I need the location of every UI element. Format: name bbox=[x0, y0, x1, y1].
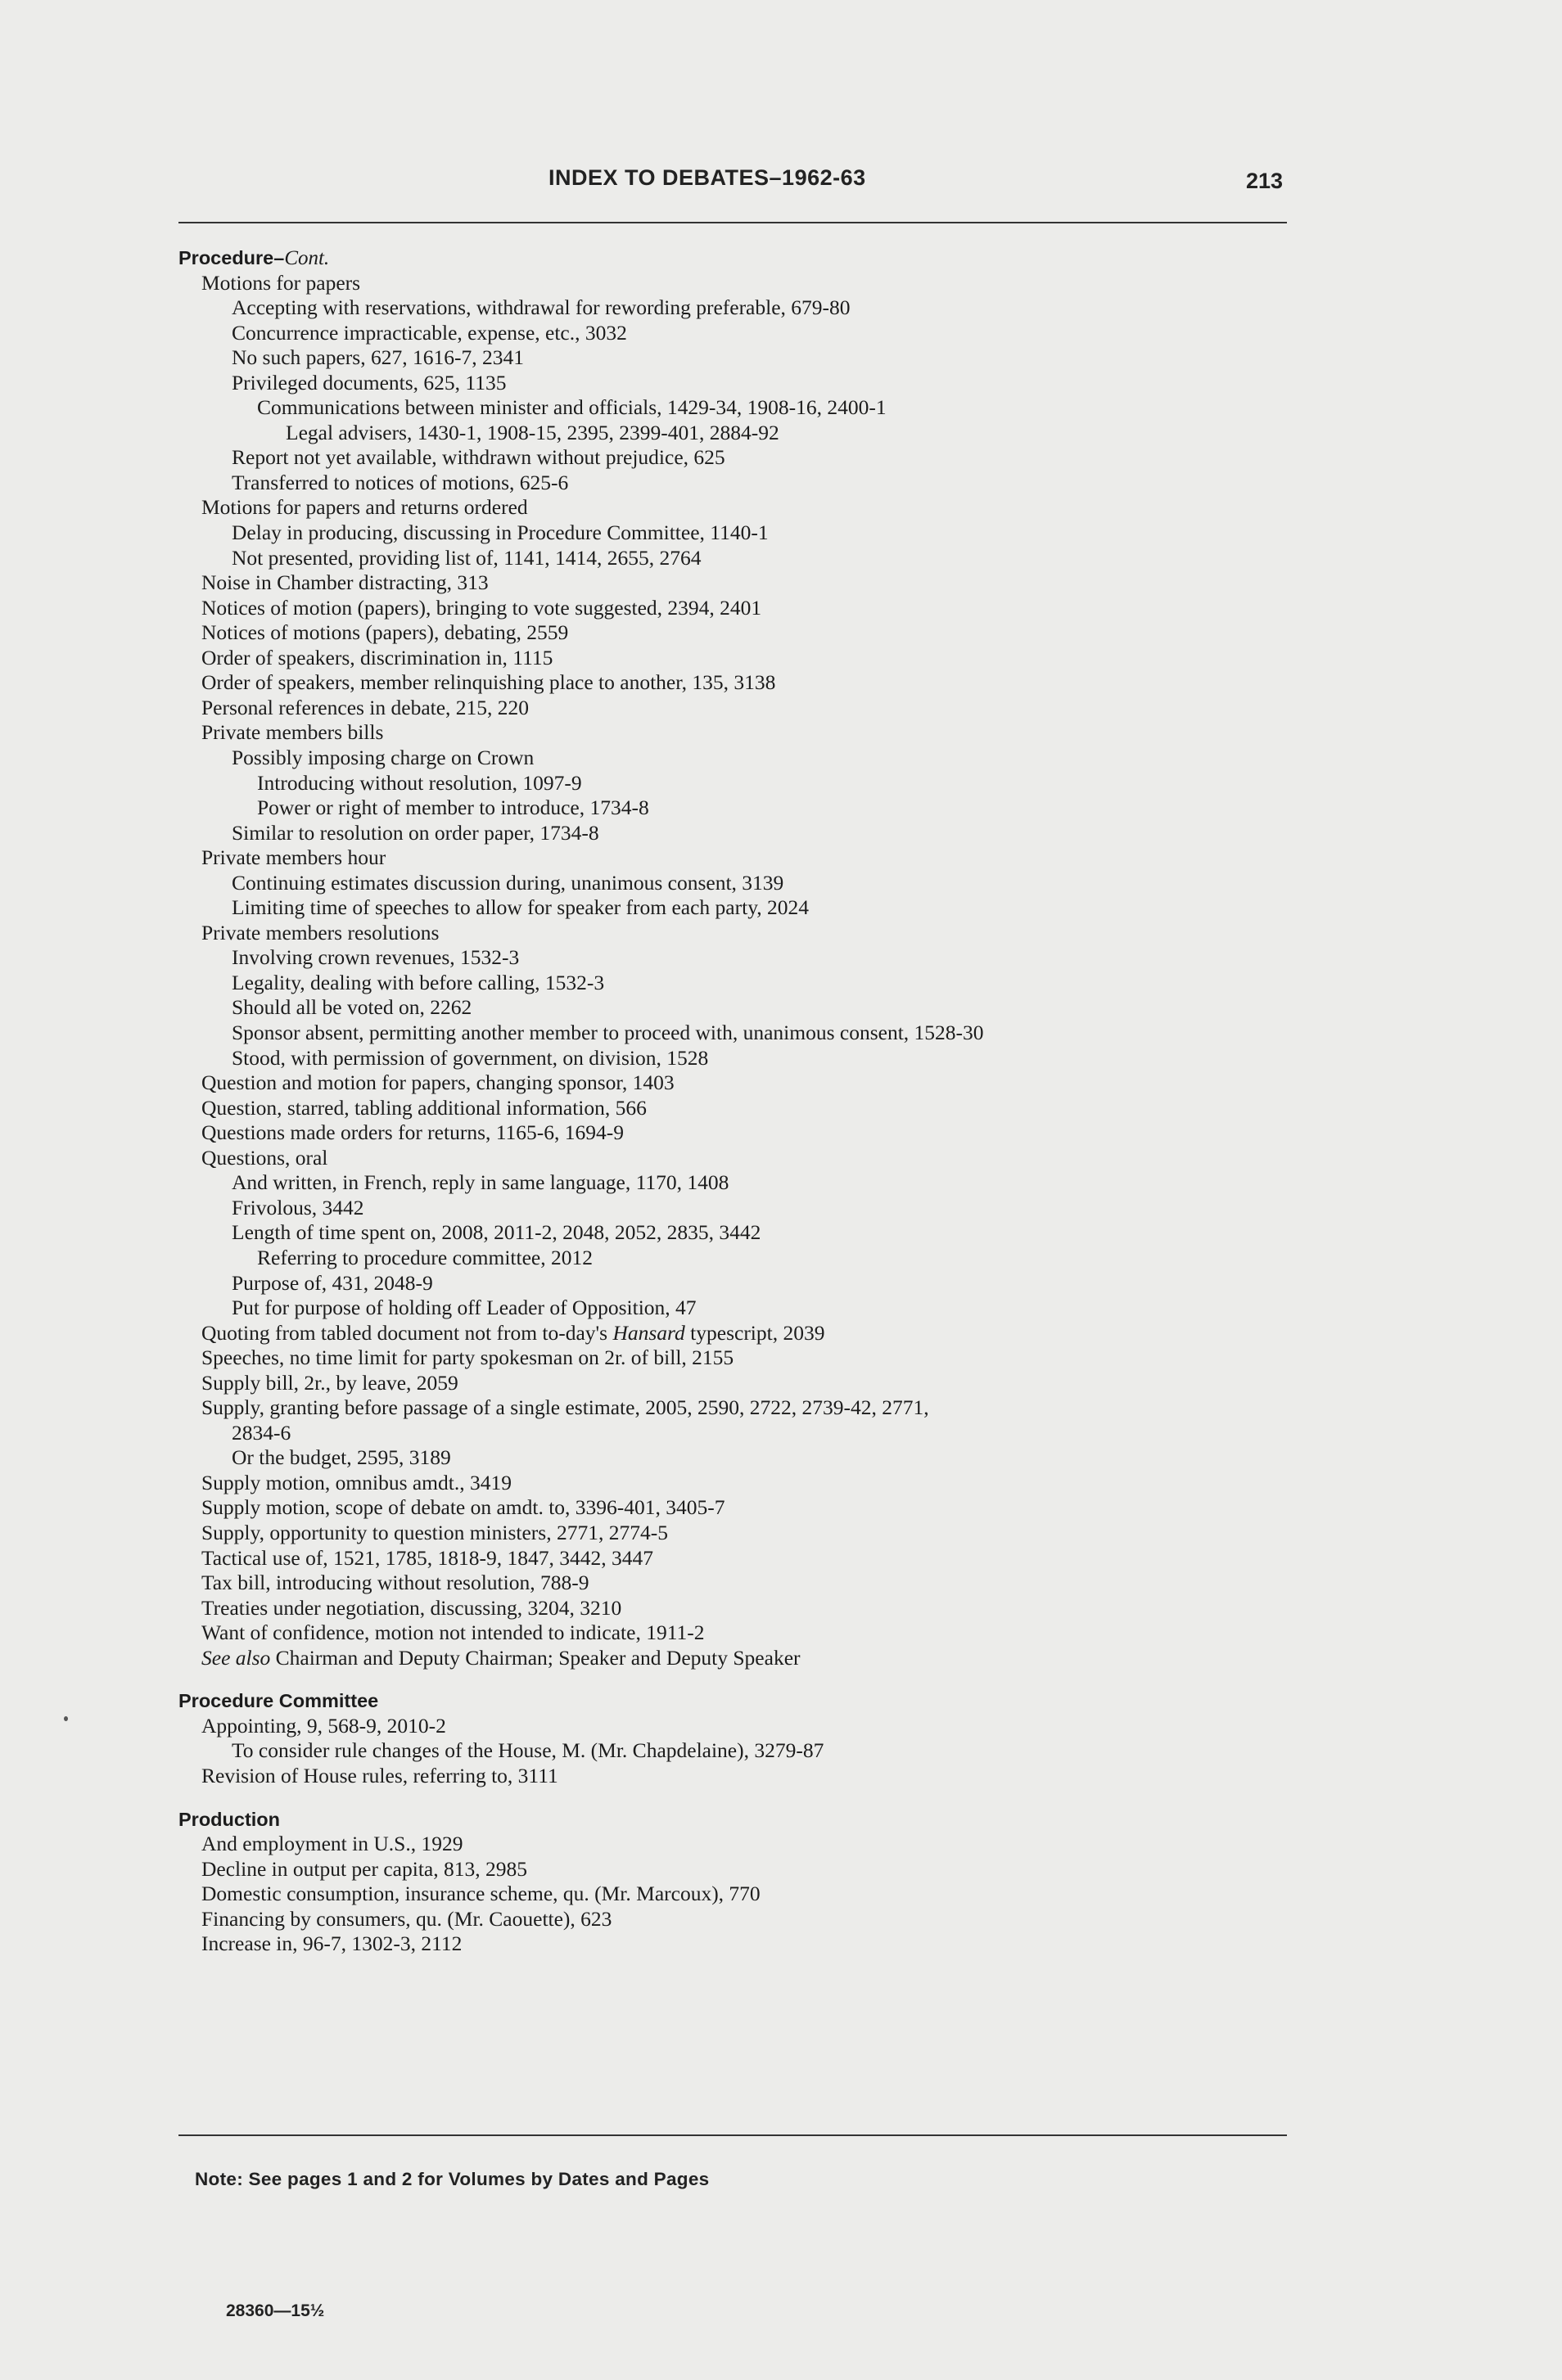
index-entry bbox=[201, 1931, 462, 1956]
entry-text: Privileged documents, 625, 1135 bbox=[232, 371, 507, 394]
index-entry bbox=[232, 1046, 708, 1071]
entry-text: Noise in Chamber distracting, 313 bbox=[201, 570, 489, 594]
entry-text: Notices of motions (papers), debating, 2559 bbox=[201, 620, 569, 644]
index-entry bbox=[232, 1271, 433, 1296]
index-entry bbox=[232, 871, 783, 895]
entry-text: Not presented, providing list of, 1141, 1414, 2655, 2764 bbox=[232, 546, 702, 570]
entry-text: Supply bill, 2r., by leave, 2059 bbox=[201, 1371, 458, 1395]
index-entry bbox=[232, 1220, 761, 1245]
entry-text: Increase in, 96-7, 1302-3, 2112 bbox=[201, 1931, 463, 1955]
entry-text: Frivolous, 3442 bbox=[232, 1196, 364, 1219]
entry-text: Power or right of member to introduce, 1734-8 bbox=[257, 796, 649, 819]
index-entry bbox=[232, 371, 506, 395]
index-entry bbox=[232, 1296, 697, 1320]
entry-text: Involving crown revenues, 1532-3 bbox=[232, 945, 520, 969]
entry-text: Procedure Committee bbox=[178, 1690, 379, 1711]
page-number: 213 bbox=[1246, 169, 1284, 193]
index-entry bbox=[201, 1146, 327, 1170]
entry-text: Communications between minister and officials, 1429-34, 1908-16, 2400-1 bbox=[257, 395, 887, 419]
entry-text: Length of time spent on, 2008, 2011-2, 2048, 2052, 2835, 3442 bbox=[232, 1220, 761, 1244]
index-entry bbox=[201, 1096, 647, 1120]
entry-text: Chairman and Deputy Chairman; Speaker and Deputy Speaker bbox=[270, 1646, 801, 1670]
index-entry bbox=[201, 1120, 624, 1145]
entry-text: Introducing without resolution, 1097-9 bbox=[257, 771, 582, 795]
entry-text: Supply, opportunity to question ministers, 2771, 2774-5 bbox=[201, 1521, 668, 1544]
index-entry bbox=[201, 1495, 725, 1520]
entry-text: Treaties under negotiation, discussing, 3204, 3210 bbox=[201, 1596, 622, 1620]
index-entry bbox=[232, 895, 809, 920]
entry-text: Supply, granting before passage of a single estimate, 2005, 2590, 2722, 2739-42, 2771, bbox=[201, 1395, 929, 1419]
entry-text: Financing by consumers, qu. (Mr. Caouette), 623 bbox=[201, 1907, 612, 1931]
index-entry bbox=[257, 771, 582, 796]
entry-text: Stood, with permission of government, on division, 1528 bbox=[232, 1046, 709, 1070]
index-entry bbox=[201, 1714, 446, 1738]
print-code: 28360—15½ bbox=[226, 2301, 325, 2320]
entry-text: Question and motion for papers, changing sponsor, 1403 bbox=[201, 1071, 675, 1094]
index-entry bbox=[232, 1738, 824, 1763]
index-entry bbox=[201, 570, 489, 595]
entry-text: Notices of motion (papers), bringing to vote suggested, 2394, 2401 bbox=[201, 596, 762, 620]
entry-text: Concurrence impracticable, expense, etc., 3032 bbox=[232, 321, 627, 345]
index-entry bbox=[201, 720, 383, 745]
index-entry bbox=[201, 1346, 734, 1370]
index-entry bbox=[201, 271, 360, 295]
entry-text: Revision of House rules, referring to, 3111 bbox=[201, 1764, 558, 1787]
index-entry bbox=[232, 995, 472, 1020]
entry-text: Transferred to notices of motions, 625-6 bbox=[232, 471, 569, 494]
entry-text: Purpose of, 431, 2048-9 bbox=[232, 1271, 433, 1295]
index-entry bbox=[201, 1857, 527, 1882]
index-heading bbox=[178, 246, 329, 271]
entry-text: Motions for papers and returns ordered bbox=[201, 495, 528, 519]
entry-text: Speeches, no time limit for party spokesman on 2r. of bill, 2155 bbox=[201, 1346, 734, 1369]
entry-text: Private members hour bbox=[201, 845, 386, 869]
entry-text: Domestic consumption, insurance scheme, qu. (Mr. Marcoux), 770 bbox=[201, 1882, 761, 1905]
entry-text: Legality, dealing with before calling, 1532-3 bbox=[232, 971, 605, 994]
index-entry bbox=[201, 921, 439, 945]
entry-text: Should all be voted on, 2262 bbox=[232, 995, 472, 1019]
entry-text: Appointing, 9, 568-9, 2010-2 bbox=[201, 1714, 446, 1738]
entry-text: Procedure– bbox=[178, 247, 285, 268]
entry-text: Personal references in debate, 215, 220 bbox=[201, 696, 530, 719]
entry-text: Quoting from tabled document not from to-day's bbox=[201, 1321, 613, 1345]
index-entry bbox=[232, 1421, 291, 1445]
index-entry bbox=[201, 1907, 612, 1931]
entry-text: And written, in French, reply in same language, 1170, 1408 bbox=[232, 1170, 729, 1194]
index-entry bbox=[201, 1764, 558, 1788]
volumes-note: Note: See pages 1 and 2 for Volumes by Dates and Pages bbox=[195, 2169, 710, 2189]
entry-text: Production bbox=[178, 1809, 281, 1830]
entry-text: Legal advisers, 1430-1, 1908-15, 2395, 2399-401, 2884-92 bbox=[286, 421, 779, 444]
entry-text: Question, starred, tabling additional information, 566 bbox=[201, 1096, 647, 1120]
index-entry bbox=[232, 546, 701, 570]
index-entry bbox=[201, 1571, 589, 1595]
index-entry bbox=[201, 1521, 668, 1545]
entry-text: To consider rule changes of the House, M. (Mr. Chapdelaine), 3279-87 bbox=[232, 1738, 824, 1762]
entry-text: Questions made orders for returns, 1165-6, 1694-9 bbox=[201, 1120, 625, 1144]
index-entry bbox=[201, 646, 553, 670]
entry-text: Referring to procedure committee, 2012 bbox=[257, 1246, 593, 1269]
entry-text: Private members resolutions bbox=[201, 921, 440, 944]
scan-speck bbox=[64, 1716, 68, 1721]
entry-text: Hansard bbox=[612, 1321, 685, 1345]
index-entry bbox=[232, 295, 851, 320]
entry-text: 2834-6 bbox=[232, 1421, 291, 1445]
entry-text: Order of speakers, discrimination in, 1115 bbox=[201, 646, 553, 669]
index-entry bbox=[232, 471, 568, 495]
index-entry bbox=[232, 445, 725, 470]
entry-text: Order of speakers, member relinquishing place to another, 135, 3138 bbox=[201, 670, 776, 694]
index-entry bbox=[201, 495, 528, 520]
index-entry bbox=[201, 620, 568, 645]
entry-text: Tactical use of, 1521, 1785, 1818-9, 1847, 3442, 3447 bbox=[201, 1546, 654, 1570]
index-entry bbox=[232, 1170, 729, 1195]
index-entry bbox=[232, 821, 599, 845]
index-entry bbox=[201, 1620, 705, 1645]
entry-text: And employment in U.S., 1929 bbox=[201, 1832, 463, 1855]
entry-text: Sponsor absent, permitting another member to proceed with, unanimous consent, 1528-30 bbox=[232, 1021, 984, 1044]
entry-text: Delay in producing, discussing in Procedure Committee, 1140-1 bbox=[232, 521, 769, 544]
entry-text: Similar to resolution on order paper, 1734-8 bbox=[232, 821, 599, 845]
entry-text: Put for purpose of holding off Leader of Opposition, 47 bbox=[232, 1296, 697, 1319]
entry-text: Accepting with reservations, withdrawal for rewording preferable, 679-80 bbox=[232, 295, 851, 319]
entry-text: Private members bills bbox=[201, 720, 384, 744]
entry-text: Supply motion, scope of debate on amdt. to, 3396-401, 3405-7 bbox=[201, 1495, 725, 1519]
entry-text: Supply motion, omnibus amdt., 3419 bbox=[201, 1471, 512, 1494]
index-entry bbox=[201, 1646, 801, 1670]
entry-text: Continuing estimates discussion during, unanimous consent, 3139 bbox=[232, 871, 784, 895]
entry-text: Report not yet available, withdrawn without prejudice, 625 bbox=[232, 445, 725, 469]
index-entry bbox=[201, 696, 529, 720]
entry-text: No such papers, 627, 1616-7, 2341 bbox=[232, 345, 524, 369]
entry-text: typescript, 2039 bbox=[684, 1321, 825, 1345]
index-entry bbox=[232, 345, 524, 370]
page-title: INDEX TO DEBATES–1962-63 bbox=[549, 165, 866, 190]
entry-text: Decline in output per capita, 813, 2985 bbox=[201, 1857, 527, 1881]
entry-text: Motions for papers bbox=[201, 271, 361, 295]
index-heading bbox=[178, 1688, 378, 1713]
index-entry bbox=[201, 1321, 824, 1346]
index-entry bbox=[232, 1021, 984, 1045]
index-entry bbox=[232, 945, 519, 970]
header-rule bbox=[178, 222, 1287, 223]
index-entry bbox=[201, 1071, 675, 1095]
index-entry bbox=[257, 395, 887, 420]
entry-text: See also bbox=[201, 1646, 271, 1670]
index-entry bbox=[257, 1246, 593, 1270]
index-entry bbox=[232, 521, 769, 545]
index-entry bbox=[232, 746, 534, 770]
index-entry bbox=[232, 1445, 451, 1470]
index-entry bbox=[201, 1596, 621, 1620]
entry-text: Tax bill, introducing without resolution, 788-9 bbox=[201, 1571, 589, 1594]
entry-text: Limiting time of speeches to allow for speaker from each party, 2024 bbox=[232, 895, 810, 919]
index-entry bbox=[201, 596, 761, 620]
index-entry bbox=[201, 1471, 512, 1495]
index-entry bbox=[201, 1882, 761, 1906]
index-entry bbox=[286, 421, 779, 445]
entry-text: Questions, oral bbox=[201, 1146, 328, 1170]
entry-text: Cont. bbox=[284, 247, 330, 269]
footer-rule bbox=[178, 2134, 1287, 2136]
index-entry bbox=[201, 1832, 463, 1856]
index-entry bbox=[232, 321, 627, 345]
entry-text: Want of confidence, motion not intended to indicate, 1911-2 bbox=[201, 1620, 705, 1644]
index-entry bbox=[201, 1546, 653, 1571]
index-entry bbox=[201, 845, 386, 870]
entry-text: Or the budget, 2595, 3189 bbox=[232, 1445, 451, 1469]
index-heading bbox=[178, 1807, 280, 1832]
index-entry bbox=[201, 1395, 929, 1420]
index-entry bbox=[232, 1196, 364, 1220]
index-entry bbox=[232, 971, 604, 995]
index-entry bbox=[201, 670, 775, 695]
index-entry bbox=[257, 796, 649, 820]
index-entry bbox=[201, 1371, 458, 1395]
entry-text: Possibly imposing charge on Crown bbox=[232, 746, 535, 769]
